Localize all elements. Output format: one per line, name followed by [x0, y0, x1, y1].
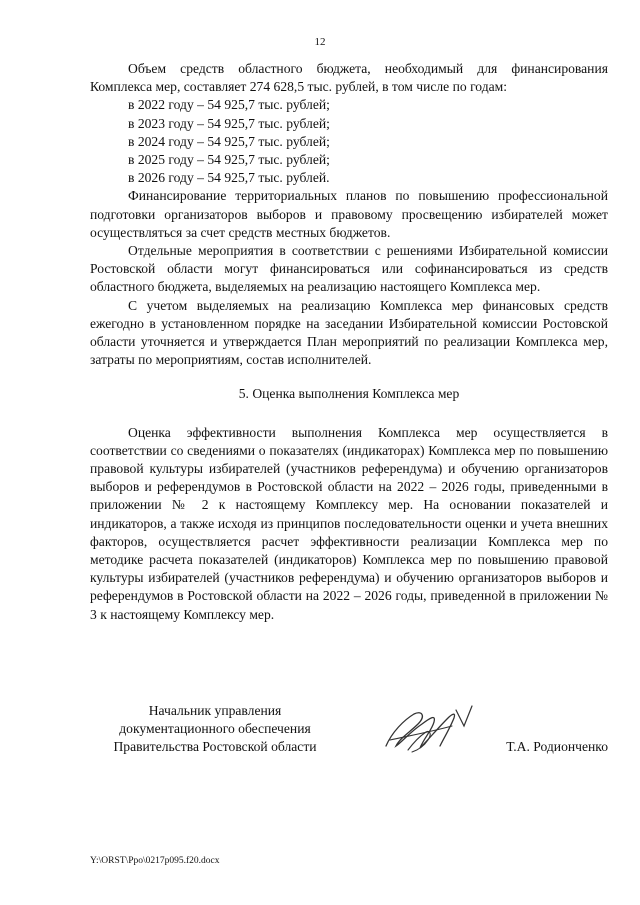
signer-position-line: Правительства Ростовской области — [113, 739, 317, 755]
page-number: 12 — [314, 36, 326, 48]
file-path: Y:\ORST\Ppo\0217p095.f20.docx — [90, 856, 220, 866]
year-line-2026: в 2026 году – 54 925,7 тыс. рублей. — [128, 170, 330, 186]
signer-name: Т.А. Родионченко — [506, 739, 608, 754]
year-line-2024: в 2024 году – 54 925,7 тыс. рублей; — [128, 133, 330, 149]
signer-position-line: Начальник управления — [148, 703, 282, 718]
year-line-2025: в 2025 году – 54 925,7 тыс. рублей; — [128, 152, 330, 168]
territorial-plans-paragraph: Финансирование территориальных планов по повышению профессиональной подготовки организаторов выборов и правовому просвещению избирателей может осуществляться за счет средств местных бюджетов. — [90, 188, 608, 240]
evaluation-paragraph: Оценка эффективности выполнения Комплекса мер осуществляется в соответствии со сведениями о показателях (индикаторах) Комплекса мер по повышению правовой культуры избирателей (участников референдума) и обучению организаторов выборов и референдумов в Ростовской области на 2022 – 2026 годы, приведенными в приложении № 2 к настоящему Комплексу мер. На основании показателей и индикаторов, а также исходя из принципов последовательности оценки и учета внешних факторов, осуществляется расчет эффективности реализации Комплекса мер по методике расчета показателей (индикаторов) Комплекса мер по повышению правовой культуры избирателей (участников референдума) и обучению организаторов выборов и референдумов в Ростовской области на 2022 – 2026 годы, приведенной в приложении № 3 к настоящему Комплексу мер. — [90, 424, 608, 622]
year-line-2023: в 2023 году – 54 925,7 тыс. рублей; — [128, 115, 330, 131]
handwritten-signature-icon — [378, 702, 478, 758]
annual-plan-paragraph: С учетом выделяемых на реализацию Комплекса мер финансовых средств ежегодно в установленном порядке на заседании Избирательной комиссии Ростовской области уточняется и утверждается План мероприятий по реализации Комплекса мер, затраты по мероприятиям, состав исполнителей. — [90, 297, 608, 368]
year-line-2022: в 2022 году – 54 925,7 тыс. рублей; — [128, 97, 330, 113]
signature-block — [90, 702, 608, 762]
separate-events-paragraph: Отдельные мероприятия в соответствии с решениями Избирательной комиссии Ростовской области могут финансироваться или софинансироваться из средств областного бюджета, выделяемых на реализацию настоящего Комплекса мер. — [90, 243, 608, 295]
section-heading: 5. Оценка выполнения Комплекса мер — [238, 386, 460, 402]
budget-intro-paragraph: Объем средств областного бюджета, необходимый для финансирования Комплекса мер, составляет 274 628,5 тыс. рублей, в том числе по годам: — [90, 61, 608, 95]
document-body — [90, 60, 608, 624]
signer-position — [90, 702, 340, 757]
signer-position-line: документационного обеспечения — [119, 721, 311, 737]
